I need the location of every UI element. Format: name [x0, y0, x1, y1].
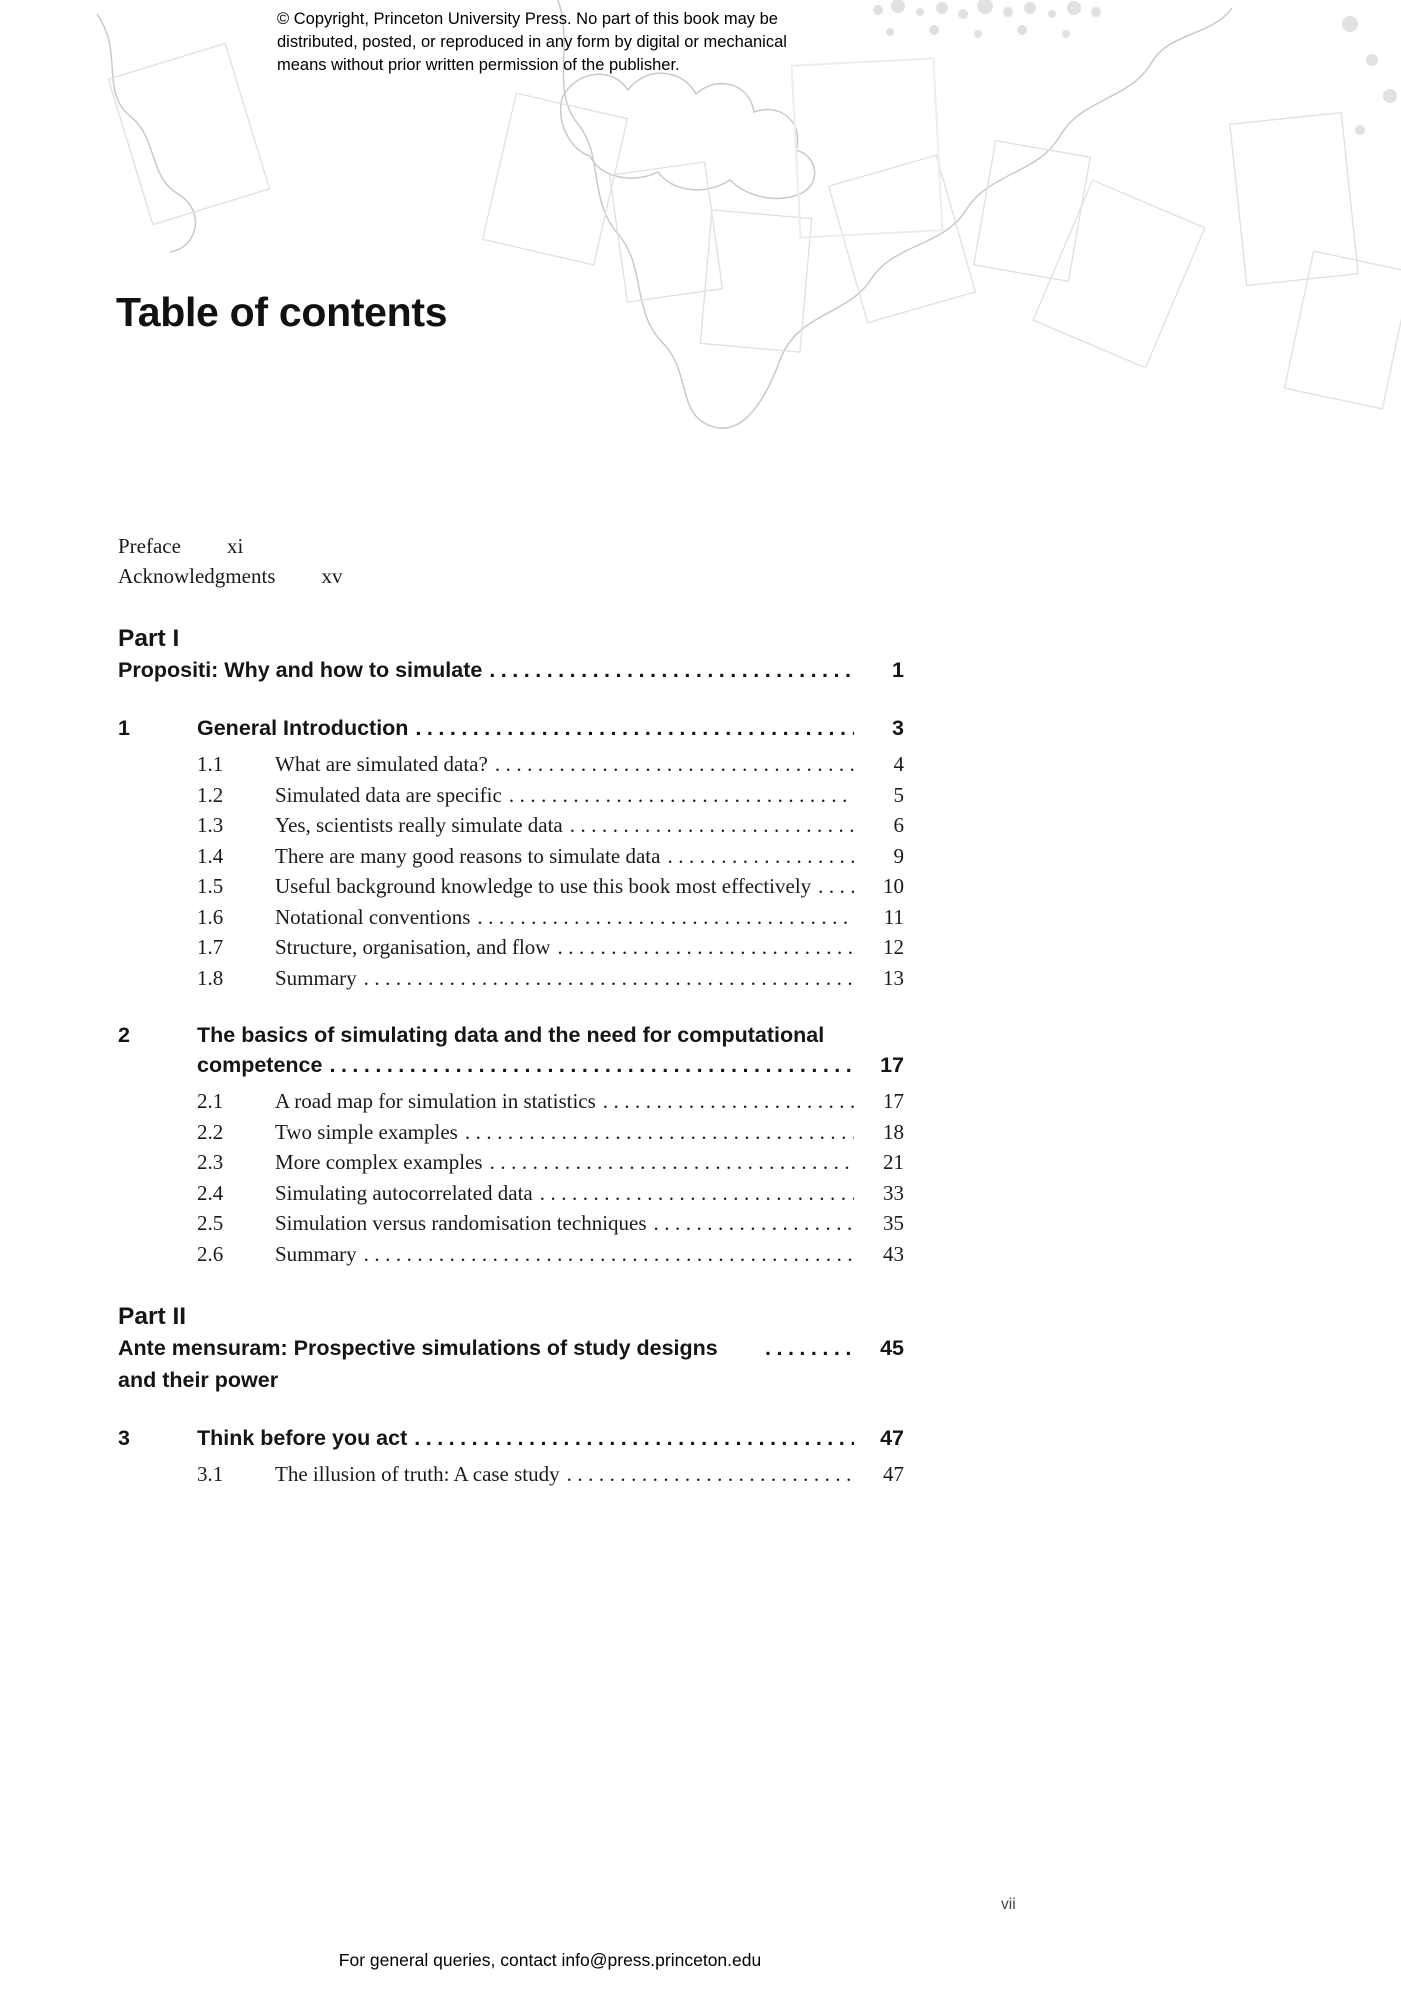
- section-number: 1.5: [197, 874, 224, 898]
- section-row: [118, 932, 904, 963]
- dot-leader: [490, 1147, 854, 1178]
- section-row: [118, 810, 904, 841]
- section-number: 1.7: [197, 935, 224, 959]
- dot-leader: [495, 749, 854, 780]
- section-title: Simulating autocorrelated data: [275, 1180, 533, 1205]
- section-number: 2.3: [197, 1150, 224, 1174]
- dot-leader: [765, 1332, 854, 1364]
- section-title: Yes, scientists really simulate data: [275, 813, 563, 837]
- front-matter-label: Acknowledgments: [118, 564, 276, 588]
- dot-leader: [818, 871, 854, 902]
- section-row: [118, 902, 904, 933]
- dot-leader: [667, 841, 854, 872]
- page-number: vii: [1001, 1896, 1016, 1913]
- section-number: 1.6: [197, 904, 224, 929]
- section-number: 2.5: [197, 1211, 224, 1235]
- page-title: Table of contents: [116, 289, 448, 335]
- section-title: A road map for simulation in statistics: [275, 1089, 596, 1113]
- chapter-number: 1: [118, 716, 130, 740]
- dot-leader: [567, 1459, 854, 1490]
- front-matter-page: xv: [321, 564, 343, 588]
- section-row: [118, 1178, 904, 1209]
- part-title-row: [118, 654, 904, 686]
- chapter-number: 3: [118, 1426, 130, 1450]
- dot-leader: [465, 1117, 854, 1148]
- copyright-notice: [277, 8, 857, 76]
- section-number: 2.1: [197, 1089, 224, 1113]
- section-page: 18: [883, 1119, 904, 1144]
- chapter-page: 3: [892, 716, 904, 740]
- section-number: 2.6: [197, 1241, 224, 1266]
- section-row: [118, 1117, 904, 1148]
- section-number: 1.2: [197, 782, 224, 807]
- table-of-contents: [118, 531, 904, 1490]
- copyright-line: © Copyright, Princeton University Press. No part of this book may be: [277, 10, 778, 28]
- section-title: Notational conventions: [275, 904, 471, 929]
- section-title: The illusion of truth: A case study: [275, 1462, 560, 1486]
- section-row: [118, 780, 904, 811]
- section-page: 13: [883, 965, 904, 990]
- section-page: 33: [883, 1180, 904, 1205]
- section-page: 11: [883, 904, 904, 929]
- section-list: [118, 749, 904, 993]
- section-page: 21: [883, 1150, 904, 1174]
- section-title: Simulated data are specific: [275, 782, 502, 807]
- front-matter-label: Preface: [118, 534, 181, 558]
- section-row: [118, 1239, 904, 1270]
- section-number: 1.4: [197, 843, 224, 868]
- section-page: 5: [893, 782, 904, 807]
- chapter-block: [118, 1020, 904, 1269]
- dot-leader: [364, 963, 854, 994]
- dot-leader: [414, 1423, 854, 1453]
- dot-leader: [489, 654, 854, 686]
- dot-leader: [329, 1050, 854, 1080]
- section-page: 12: [883, 935, 904, 959]
- section-page: 47: [883, 1462, 904, 1486]
- part-title-row: [118, 1332, 904, 1396]
- chapter-title: The basics of simulating data and the need for computational: [197, 1023, 825, 1047]
- chapter-title-row-continued: [118, 1050, 904, 1080]
- section-row: [118, 1208, 904, 1239]
- part-page: 45: [880, 1336, 904, 1360]
- section-row: [118, 871, 904, 902]
- chapter-title-row: [118, 1423, 904, 1453]
- section-number: 1.3: [197, 813, 224, 837]
- front-matter-page: xi: [226, 534, 244, 558]
- section-row: [118, 1459, 904, 1490]
- section-number: 2.2: [197, 1119, 224, 1144]
- chapter-page: 17: [880, 1053, 904, 1077]
- section-page: 9: [893, 843, 904, 868]
- section-page: 43: [883, 1241, 904, 1266]
- section-row: [118, 1147, 904, 1178]
- section-title: Useful background knowledge to use this book most effectively: [275, 874, 812, 898]
- section-title: More complex examples: [275, 1150, 483, 1174]
- dot-leader: [477, 902, 854, 933]
- section-number: 3.1: [197, 1462, 224, 1486]
- dot-leader: [540, 1178, 854, 1209]
- section-title: Summary: [275, 965, 357, 990]
- chapter-title-row: [118, 713, 904, 743]
- chapter-title: Think before you act: [197, 1426, 408, 1450]
- section-title: What are simulated data?: [275, 752, 488, 776]
- dot-leader: [557, 932, 854, 963]
- front-matter-entry: [118, 561, 904, 591]
- front-matter-entry: [118, 531, 904, 561]
- section-page: 10: [883, 874, 904, 898]
- dot-leader: [570, 810, 854, 841]
- section-title: Two simple examples: [275, 1119, 458, 1144]
- section-title: Simulation versus randomisation techniques: [275, 1211, 647, 1235]
- dot-leader: [364, 1239, 854, 1270]
- section-number: 1.1: [197, 752, 224, 776]
- dot-leader: [654, 1208, 854, 1239]
- section-page: 6: [893, 813, 904, 837]
- dot-leader: [509, 780, 854, 811]
- section-title: Summary: [275, 1241, 357, 1266]
- chapter-page: 47: [880, 1426, 904, 1450]
- section-list: [118, 1086, 904, 1269]
- part-section: [118, 1301, 904, 1490]
- part-section: [118, 623, 904, 1269]
- dot-leader: [603, 1086, 854, 1117]
- copyright-line: distributed, posted, or reproduced in any form by digital or mechanical: [277, 32, 787, 51]
- copyright-line: means without prior written permission of the publisher.: [277, 55, 680, 74]
- part-title: Ante mensuram: Prospective simulations of study designs and their power: [118, 1336, 718, 1392]
- part-label: Part II: [118, 1303, 187, 1330]
- chapter-title: competence: [197, 1053, 323, 1077]
- chapter-number: 2: [118, 1023, 130, 1047]
- dot-leader: [415, 713, 854, 743]
- chapter-title: General Introduction: [197, 716, 409, 740]
- section-row: [118, 749, 904, 780]
- part-page: 1: [892, 658, 904, 682]
- section-number: 1.8: [197, 965, 224, 990]
- section-page: 4: [893, 752, 904, 776]
- section-title: Structure, organisation, and flow: [275, 935, 551, 959]
- chapter-title-row: [118, 1020, 904, 1050]
- section-title: There are many good reasons to simulate data: [275, 843, 661, 868]
- section-list: [118, 1459, 904, 1490]
- section-page: 17: [883, 1089, 904, 1113]
- section-page: 35: [883, 1211, 904, 1235]
- section-number: 2.4: [197, 1180, 224, 1205]
- chapter-block: [118, 713, 904, 993]
- chapter-block: [118, 1423, 904, 1490]
- section-row: [118, 963, 904, 994]
- footer-contact: For general queries, contact info@press.princeton.edu: [338, 1950, 762, 1970]
- section-row: [118, 841, 904, 872]
- section-row: [118, 1086, 904, 1117]
- part-title: Propositi: Why and how to simulate: [118, 658, 483, 682]
- part-label: Part I: [118, 625, 180, 652]
